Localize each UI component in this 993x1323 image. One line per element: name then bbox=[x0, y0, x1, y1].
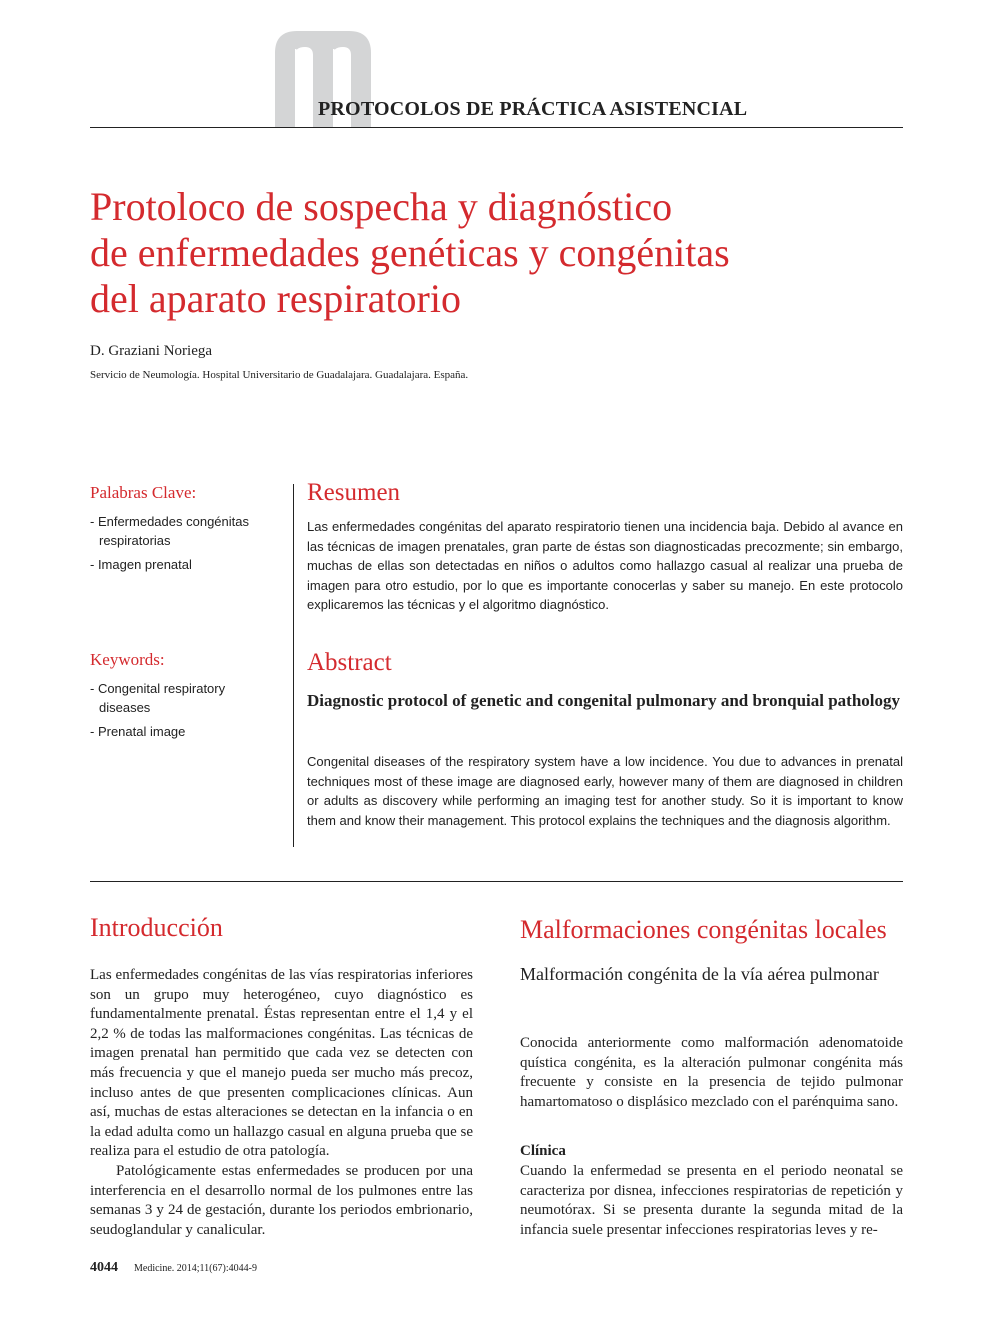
clinica-text: Cuando la enfermedad se presenta en el periodo neonatal se caracteriza por disnea, infecciones respiratorias de repetición y neumotórax. Si se presenta durante la segunda mitad de la infancia suele presentar infecciones respiratorias leves y re- bbox=[520, 1163, 903, 1238]
resumen-heading: Resumen bbox=[307, 479, 401, 506]
affiliation: Servicio de Neumología. Hospital Universitario de Guadalajara. Guadalajara. España. bbox=[90, 369, 469, 381]
page-number: 4044 bbox=[90, 1260, 118, 1275]
author: D. Graziani Noriega bbox=[90, 343, 213, 359]
keyword-item: - Enfermedades congénitas respiratorias bbox=[90, 514, 249, 548]
introduccion-heading: Introducción bbox=[90, 913, 223, 942]
keyword-item: - Prenatal image bbox=[90, 724, 186, 739]
abstract-text: Congenital diseases of the respiratory system have a low incidence. You due to advances in prenatal techniques most of these image are diagnosed early, however many of them are diagnosed in children or adults as discovery while performing an imaging test for another study. So it is important to know them and know their management. This protocol explains the techniques and the diagnosis algorithm. bbox=[307, 754, 903, 828]
introduccion-p2: Patológicamente estas enfermedades se producen por una interferencia en el desarrollo normal de los pulmones entre las semanas 3 y 24 de gestación, durante los periodos embrionario, seudoglandular y canalicular. bbox=[90, 1163, 473, 1238]
abstract-divider bbox=[293, 484, 294, 847]
malformaciones-subheading: Malformación congénita de la vía aérea pulmonar bbox=[520, 964, 879, 984]
keywords-en-list bbox=[90, 679, 270, 746]
keywords-es-heading: Palabras Clave: bbox=[90, 483, 197, 502]
keyword-item: - Congenital respiratory diseases bbox=[90, 681, 226, 715]
title-line: Protoloco de sospecha y diagnóstico bbox=[90, 184, 673, 229]
citation: Medicine. 2014;11(67):4044-9 bbox=[134, 1263, 257, 1274]
page-footer bbox=[90, 1258, 257, 1276]
malformaciones-heading: Malformaciones congénitas locales bbox=[520, 915, 887, 944]
malformaciones-p1: Conocida anteriormente como malformación adenomatoide quística congénita, es la alteración pulmonar congénita más frecuente y consiste en la presencia de tejido pulmonar hamartomatoso o displásico mezclado con el parénquima sano. bbox=[520, 1035, 903, 1110]
title-line: de enfermedades genéticas y congénitas bbox=[90, 230, 730, 275]
section-rule bbox=[90, 881, 903, 882]
header-rule bbox=[90, 127, 903, 128]
resumen-text: Las enfermedades congénitas del aparato respiratorio tienen una incidencia baja. Debido al avance en las técnicas de imagen prenatales, gran parte de éstas son diagnosticadas precozmente; sin embargo, muchas de ellas son detectadas en niños o adultos como hallazgo casual al realizar una prueba de imagen para otro estudio, por lo que es importante conocerlas y saber su manejo. En este protocolo explicaremos las técnicas y el algoritmo diagnóstico. bbox=[307, 519, 903, 612]
keywords-en-heading: Keywords: bbox=[90, 650, 165, 669]
title-line: del aparato respiratorio bbox=[90, 276, 461, 321]
article-title bbox=[90, 184, 910, 322]
abstract-heading: Abstract bbox=[307, 649, 392, 676]
abstract-subtitle: Diagnostic protocol of genetic and congenital pulmonary and bronquial pathology bbox=[307, 691, 901, 710]
keywords-es-list bbox=[90, 512, 270, 579]
section-label: PROTOCOLOS DE PRÁCTICA ASISTENCIAL bbox=[318, 98, 748, 120]
introduccion-p1: Las enfermedades congénitas de las vías respiratorias inferiores son un grupo muy heterogéneo, cuyo diagnóstico es fundamentalmente prenatal. Éstas representan entre el 1,4 y el 2,2 % de todas las malformaciones congénitas. Las técnicas de imagen prenatal han permitido que cada vez se detecten con más frecuencia y que el manejo pueda ser mucho más precoz, incluso antes de que presenten complicaciones clínicas. Aun así, muchas de estas alteraciones se detectan en la infancia o en la edad adulta como un hallazgo casual en alguna prueba que se realiza para el estudio de otra patología. bbox=[90, 967, 473, 1160]
keyword-item: - Imagen prenatal bbox=[90, 557, 192, 572]
clinica-heading: Clínica bbox=[520, 1143, 566, 1159]
